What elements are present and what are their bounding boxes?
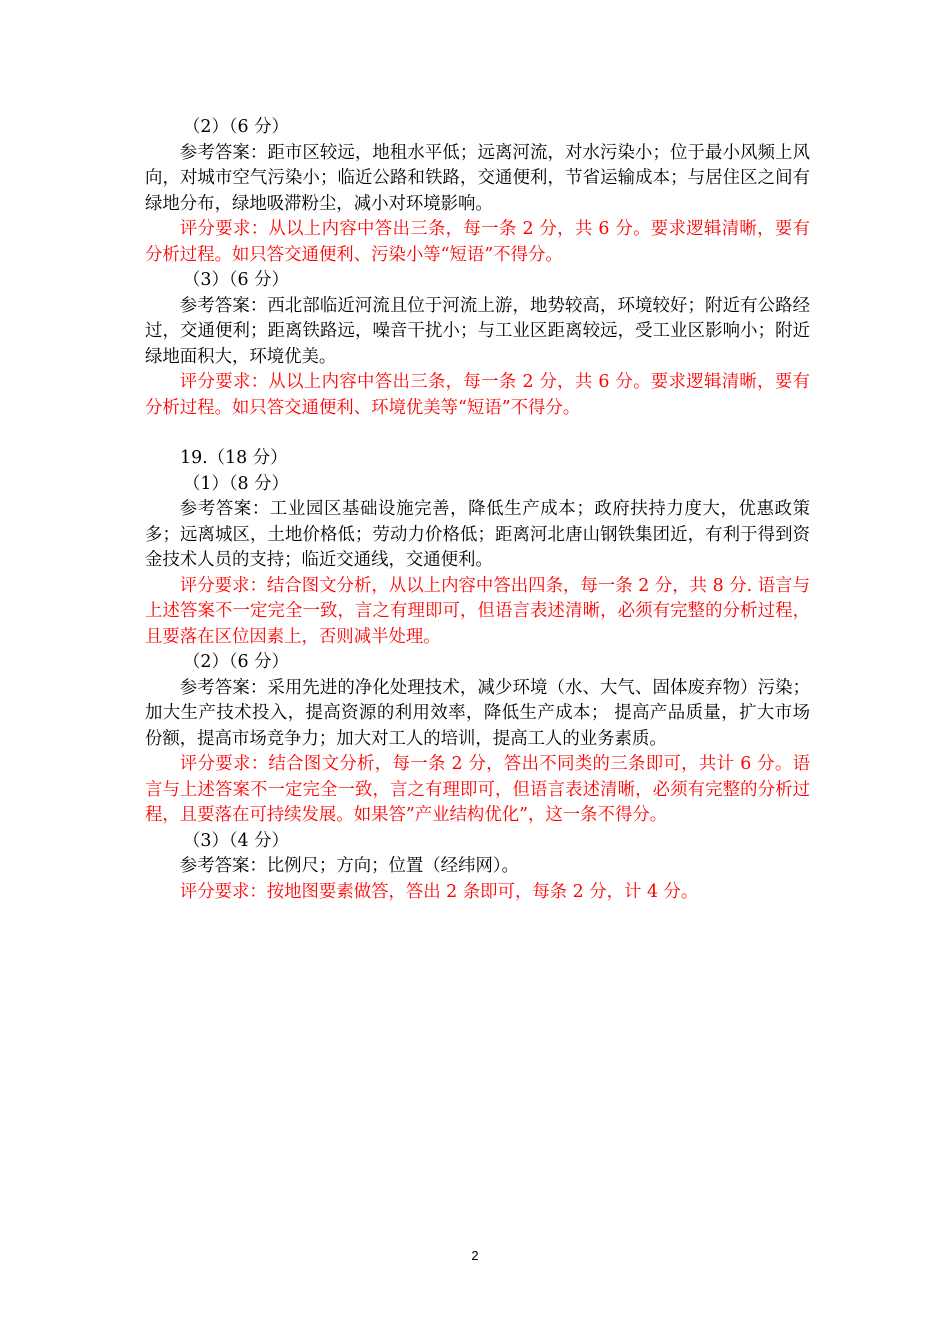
q18-part2-grading: 评分要求：从以上内容中答出三条，每一条 2 分，共 6 分。要求逻辑清晰，要有分析过程。如只答交通便利、污染小等“短语”不得分。: [145, 219, 810, 265]
q18-part3-heading: （3）（6 分）: [183, 270, 289, 290]
q19-part2-heading: （2）（6 分）: [183, 652, 289, 672]
q18-part3-grading: 评分要求：从以上内容中答出三条，每一条 2 分，共 6 分。要求逻辑清晰，要有分析过程。如只答交通便利、环境优美等“短语”不得分。: [145, 372, 810, 418]
q18-part2-heading: （2）（6 分）: [183, 117, 289, 137]
q19-part1-grading: 评分要求：结合图文分析，从以上内容中答出四条，每一条 2 分，共 8 分. 语言与上述答案不一定完全一致，言之有理即可，但语言表述清晰，必须有完整的分析过程，且要落在区位因素上，否则减半处理。: [145, 575, 810, 647]
page-number: 2: [471, 1248, 479, 1263]
answer-key-content: [145, 115, 810, 905]
q18-part2-answer: 参考答案：距市区较远，地租水平低；远离河流，对水污染小；位于最小风频上风向，对城市空气污染小；临近公路和铁路，交通便利，节省运输成本；与居住区之间有绿地分布，绿地吸滞粉尘，减小对环境影响。: [145, 142, 810, 214]
q19-heading: 19.（18 分）: [180, 448, 288, 468]
q19-part3-answer: 参考答案：比例尺；方向；位置（经纬网）。: [179, 856, 519, 876]
q19-part3-heading: （3）（4 分）: [183, 830, 289, 851]
q19-part3-grading: 评分要求：按地图要素做答，答出 2 条即可，每条 2 分，计 4 分。: [179, 881, 699, 902]
q19-part1-heading: （1）（8 分）: [183, 473, 289, 494]
q18-part3-answer: 参考答案：西北部临近河流且位于河流上游，地势较高，环境较好；附近有公路经过，交通便利；距离铁路远，噪音干扰小；与工业区距离较远，受工业区影响小；附近绿地面积大，环境优美。: [145, 295, 810, 367]
q19-part2-answer: 参考答案：采用先进的净化处理技术，减少环境（水、大气、固体废弃物）污染；加大生产技术投入，提高资源的利用效率，降低生产成本； 提高产品质量，扩大市场份额，提高市场竞争力；加大对工人的培训，提高工人的业务素质。: [145, 677, 810, 749]
q19-part1-answer: 参考答案：工业园区基础设施完善，降低生产成本；政府扶持力度大，优惠政策多；远离城区，土地价格低；劳动力价格低；距离河北唐山钢铁集团近，有利于得到资金技术人员的支持；临近交通线，交通便利。: [145, 499, 810, 570]
q19-part2-grading: 评分要求：结合图文分析，每一条 2 分，答出不同类的三条即可，共计 6 分。语言与上述答案不一定完全一致，言之有理即可，但语言表述清晰，必须有完整的分析过程，且要落在可持续发展。如果答”产业结构优化”，这一条不得分。: [145, 754, 810, 825]
section-spacer: [145, 421, 810, 446]
